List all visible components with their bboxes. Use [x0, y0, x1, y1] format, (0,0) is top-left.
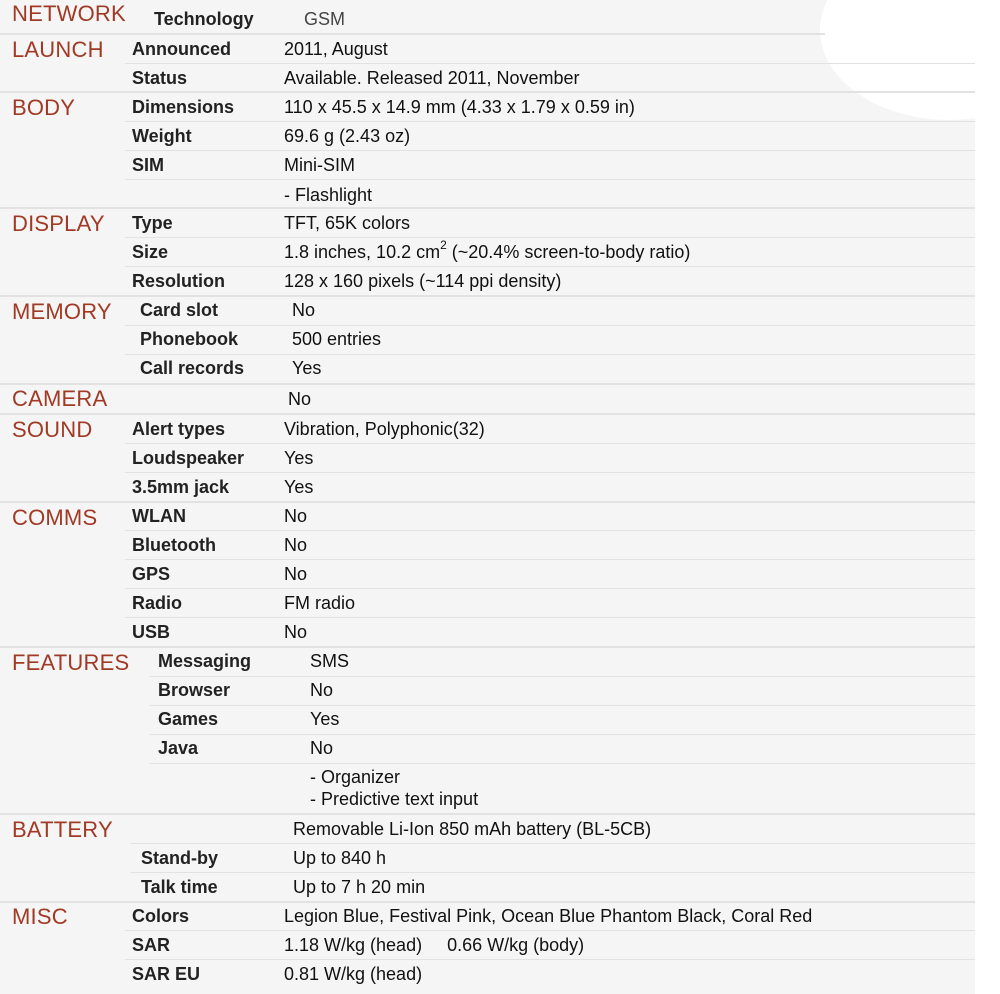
spec-value-sim: Mini-SIM: [284, 155, 355, 175]
row-separator: [150, 763, 975, 764]
spec-value-card-slot: No: [292, 300, 316, 320]
spec-label-standby: Stand-by: [141, 848, 219, 868]
spec-value-wlan: No: [284, 506, 308, 526]
row-separator: [125, 617, 975, 618]
spec-label-weight: Weight: [132, 126, 192, 146]
spec-label-audio-jack: 3.5mm jack: [132, 477, 230, 497]
spec-label-colors: Colors: [132, 906, 190, 926]
row-separator: [150, 676, 975, 677]
spec-value-standby: Up to 840 h: [293, 848, 387, 868]
row-separator: [125, 150, 975, 151]
spec-value-talk-time: Up to 7 h 20 min: [293, 877, 426, 897]
separator: [0, 383, 975, 385]
category-memory: MEMORY: [12, 299, 112, 324]
category-sound: SOUND: [12, 417, 93, 442]
spec-label-usb: USB: [132, 622, 171, 642]
spec-label-announced: Announced: [132, 39, 231, 59]
separator: [0, 813, 975, 815]
spec-label-gps: GPS: [132, 564, 171, 584]
separator: [0, 646, 975, 648]
separator: [0, 413, 975, 415]
spec-label-radio: Radio: [132, 593, 183, 613]
spec-label-sim: SIM: [132, 155, 165, 175]
spec-label-technology: Technology: [154, 9, 254, 29]
spec-label-wlan: WLAN: [132, 506, 186, 526]
spec-label-phonebook: Phonebook: [140, 329, 238, 349]
category-misc: MISC: [12, 904, 68, 929]
spec-label-status: Status: [132, 68, 188, 88]
spec-value-games: Yes: [310, 709, 340, 729]
separator: [0, 33, 825, 35]
row-separator: [130, 843, 975, 844]
spec-value-technology: GSM: [304, 9, 346, 29]
spec-label-sar: SAR: [132, 935, 171, 955]
row-separator: [125, 959, 975, 960]
spec-value-java: No: [310, 738, 334, 758]
spec-value-usb: No: [284, 622, 308, 642]
spec-value-type: TFT, 65K colors: [284, 213, 411, 233]
spec-value-radio: FM radio: [284, 593, 356, 613]
row-separator: [125, 530, 975, 531]
row-separator: [125, 443, 975, 444]
spec-value-weight: 69.6 g (2.43 oz): [284, 126, 411, 146]
row-separator: [125, 325, 975, 326]
category-display: DISPLAY: [12, 211, 105, 236]
spec-value-alert-types: Vibration, Polyphonic(32): [284, 419, 485, 439]
spec-value-sar-eu: 0.81 W/kg (head): [284, 964, 423, 984]
spec-label-bluetooth: Bluetooth: [132, 535, 216, 555]
row-separator: [125, 559, 975, 560]
spec-value-status: Available. Released 2011, November: [284, 68, 580, 88]
category-comms: COMMS: [12, 505, 98, 530]
row-separator: [125, 472, 975, 473]
spec-value-sar: 1.18 W/kg (head) 0.66 W/kg (body): [284, 935, 585, 955]
category-network: NETWORK: [12, 1, 126, 26]
spec-label-loudspeaker: Loudspeaker: [132, 448, 245, 468]
row-separator: [125, 237, 975, 238]
separator: [0, 901, 975, 903]
category-features: FEATURES: [12, 650, 130, 675]
size-superscript: 2: [440, 238, 447, 252]
spec-value-organizer: - Organizer: [310, 767, 401, 787]
spec-value-gps: No: [284, 564, 308, 584]
row-separator: [125, 121, 975, 122]
spec-value-phonebook: 500 entries: [292, 329, 382, 349]
category-launch: LAUNCH: [12, 37, 104, 62]
spec-label-resolution: Resolution: [132, 271, 225, 291]
spec-value-announced: 2011, August: [284, 39, 388, 59]
size-rest: (~20.4% screen-to-body ratio): [446, 242, 691, 262]
category-battery: BATTERY: [12, 817, 113, 842]
category-camera: CAMERA: [12, 386, 108, 411]
spec-value-dimensions: 110 x 45.5 x 14.9 mm (4.33 x 1.79 x 0.59 in): [284, 97, 635, 117]
row-separator: [130, 872, 975, 873]
row-separator: [125, 354, 975, 355]
spec-value-browser: No: [310, 680, 334, 700]
spec-label-java: Java: [158, 738, 199, 758]
spec-label-games: Games: [158, 709, 219, 729]
row-separator: [125, 930, 975, 931]
spec-value-body-other: - Flashlight: [284, 185, 373, 205]
row-separator: [150, 705, 975, 706]
spec-label-browser: Browser: [158, 680, 231, 700]
row-separator: [125, 588, 975, 589]
separator: [0, 91, 975, 93]
spec-label-dimensions: Dimensions: [132, 97, 235, 117]
spec-value-colors: Legion Blue, Festival Pink, Ocean Blue Phantom Black, Coral Red: [284, 906, 813, 926]
spec-label-alert-types: Alert types: [132, 419, 226, 439]
separator: [0, 207, 975, 209]
size-main: 1.8 inches, 10.2 cm: [284, 242, 441, 262]
spec-label-messaging: Messaging: [158, 651, 252, 671]
spec-label-card-slot: Card slot: [140, 300, 219, 320]
row-separator: [150, 734, 975, 735]
spec-value-predictive-text: - Predictive text input: [310, 789, 479, 809]
separator: [0, 501, 975, 503]
category-body: BODY: [12, 95, 76, 120]
row-separator: [125, 266, 975, 267]
spec-value-battery: Removable Li-Ion 850 mAh battery (BL-5CB): [293, 819, 652, 839]
spec-value-messaging: SMS: [310, 651, 350, 671]
spec-label-sar-eu: SAR EU: [132, 964, 201, 984]
spec-value-loudspeaker: Yes: [284, 448, 314, 468]
spec-label-talk-time: Talk time: [141, 877, 218, 897]
spec-value-bluetooth: No: [284, 535, 308, 555]
spec-value-size: [284, 238, 691, 263]
spec-label-call-records: Call records: [140, 358, 245, 378]
spec-label-type: Type: [132, 213, 173, 233]
row-separator: [125, 179, 975, 180]
row-separator: [125, 63, 975, 64]
spec-value-audio-jack: Yes: [284, 477, 314, 497]
separator: [0, 295, 975, 297]
spec-value-call-records: Yes: [292, 358, 322, 378]
spec-label-size: Size: [132, 242, 169, 262]
spec-value-camera: No: [288, 389, 312, 409]
spec-value-resolution: 128 x 160 pixels (~114 ppi density): [284, 271, 562, 291]
